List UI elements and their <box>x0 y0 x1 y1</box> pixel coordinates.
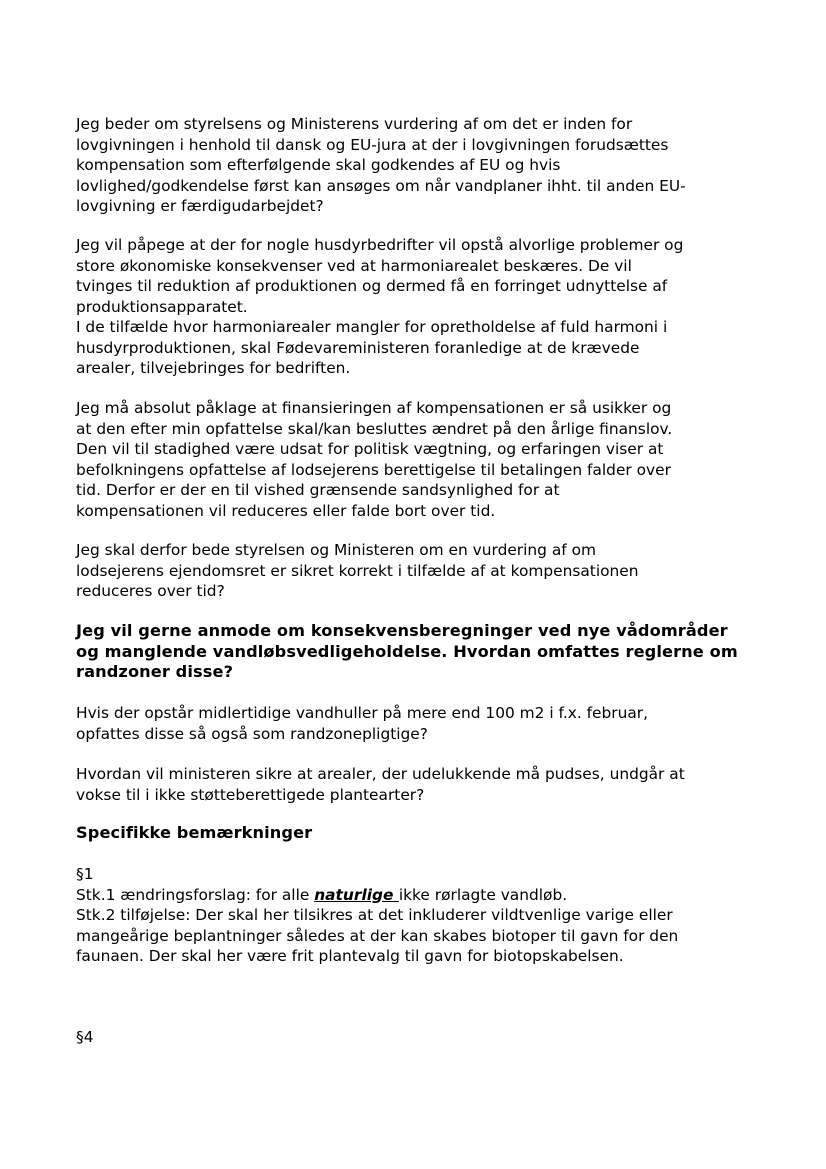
text-line: befolkningens opfattelse af lodsejerens berettigelse til betalingen falder over <box>76 460 671 479</box>
text-line: lovgivningen i henhold til dansk og EU-jura at der i lovgivningen forudsættes <box>76 135 669 154</box>
text-line: Hvordan vil ministeren sikre at arealer, der udelukkende må pudses, undgår at <box>76 765 685 783</box>
stk1-line <box>76 885 756 906</box>
paragraph-lawfulness-question <box>76 114 756 217</box>
stk1-text-after: ikke rørlagte vandløb. <box>398 885 568 904</box>
text-line: Jeg beder om styrelsens og Ministerens vurdering af om det er inden for <box>76 115 633 133</box>
text-line: vokse til i ikke støtteberettigede plantearter? <box>76 785 425 804</box>
text-line: reduceres over tid? <box>76 582 225 600</box>
stk1-emphasized-word: naturlige <box>314 885 399 904</box>
text-line: arealer, tilvejebringes for bedriften. <box>76 359 351 377</box>
text-line: Jeg skal derfor bede styrelsen og Ministeren om en vurdering af om <box>76 541 596 559</box>
section-1-label: §1 <box>76 865 94 883</box>
text-line: randzoner disse? <box>76 662 234 681</box>
stk2-line: Stk.2 tilføjelse: Der skal her tilsikres at det inkluderer vildtvenlige varige eller <box>76 906 673 924</box>
text-line: og manglende vandløbsvedligeholdelse. Hvordan omfattes reglerne om <box>76 641 738 661</box>
section-4-block <box>76 1027 756 1048</box>
section-heading <box>76 823 766 844</box>
text-line: at den efter min opfattelse skal/kan besluttes ændret på den årlige finanslov. <box>76 419 673 438</box>
text-line: kompensationen vil reduceres eller falde bort over tid. <box>76 501 496 520</box>
paragraph-property-rights <box>76 540 756 602</box>
section-4-label: §4 <box>76 1028 94 1046</box>
text-line: opfattes disse så også som randzonepligtige? <box>76 724 428 743</box>
paragraph-financing-complaint <box>76 398 756 521</box>
text-line: tid. Derfor er der en til vished grænsende sandsynlighed for at <box>76 481 560 499</box>
section-1-block <box>76 864 756 967</box>
text-line: Jeg må absolut påklage at finansieringen af kompensationen er så usikker og <box>76 399 672 417</box>
text-line: lovgivning er færdigudarbejdet? <box>76 197 324 215</box>
text-line: I de tilfælde hvor harmoniarealer mangler for opretholdelse af fuld harmoni i <box>76 318 668 336</box>
text-line: Den vil til stadighed være udsat for politisk vægtning, og erfaringen viser at <box>76 440 664 458</box>
text-line: lodsejerens ejendomsret er sikret korrekt i tilfælde af at kompensationen <box>76 561 639 580</box>
stk2-line: faunaen. Der skal her være frit plantevalg til gavn for biotopskabelsen. <box>76 947 624 965</box>
text-line: kompensation som efterfølgende skal godkendes af EU og hvis <box>76 156 561 174</box>
stk1-text-before: Stk.1 ændringsforslag: for alle <box>76 885 315 904</box>
text-line: produktionsapparatet. <box>76 297 248 316</box>
text-line: Jeg vil gerne anmode om konsekvensberegninger ved nye vådområder <box>76 621 728 640</box>
paragraph-water-holes-question <box>76 703 756 744</box>
bold-question-wetlands <box>76 621 766 683</box>
paragraph-overgrowth-question <box>76 764 756 805</box>
text-line: tvinges til reduktion af produktionen og dermed få en forringet udnyttelse af <box>76 277 668 295</box>
text-line: lovlighed/godkendelse først kan ansøges om når vandplaner ihht. til anden EU- <box>76 176 686 195</box>
text-line: Jeg vil påpege at der for nogle husdyrbedrifter vil opstå alvorlige problemer og <box>76 236 684 254</box>
stk2-line: mangeårige beplantninger således at der kan skabes biotoper til gavn for den <box>76 926 679 945</box>
section-heading-text: Specifikke bemærkninger <box>76 823 313 842</box>
text-line: Hvis der opstår midlertidige vandhuller på mere end 100 m2 i f.x. februar, <box>76 704 649 722</box>
text-line: husdyrproduktionen, skal Fødevareministeren foranledige at de krævede <box>76 338 640 357</box>
text-line: store økonomiske konsekvenser ved at harmoniarealet beskæres. De vil <box>76 256 632 275</box>
paragraph-harmony-area <box>76 235 756 379</box>
